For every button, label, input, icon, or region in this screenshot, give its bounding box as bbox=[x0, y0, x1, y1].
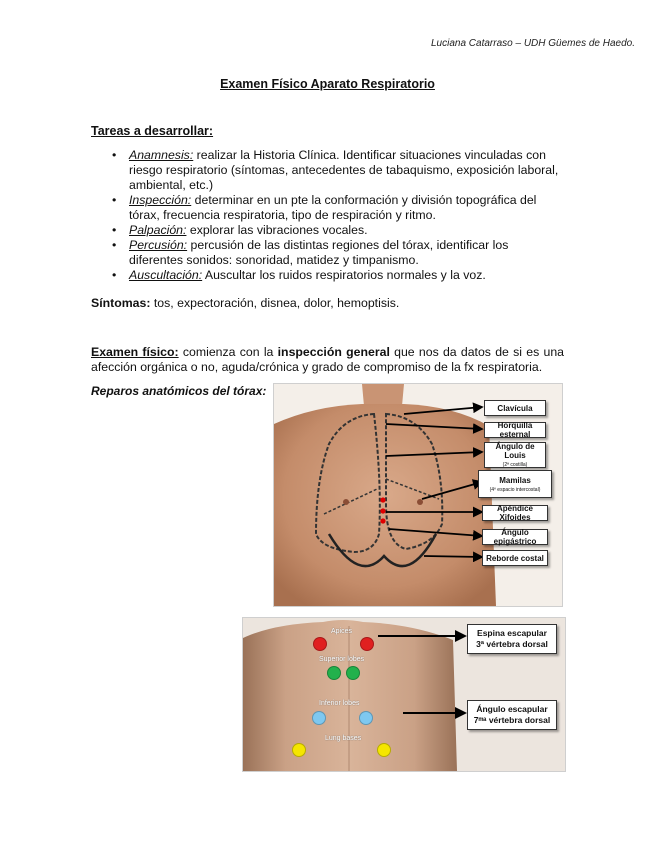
symptoms-line bbox=[91, 296, 571, 311]
task-text: Auscultar los ruidos respiratorios normales y la voz. bbox=[204, 268, 486, 282]
label-text: Horquilla esternal bbox=[497, 421, 533, 439]
label-horquilla-esternal bbox=[484, 422, 546, 438]
label-subtext: (2ª costilla) bbox=[502, 462, 528, 468]
apex-dot bbox=[360, 637, 374, 651]
label-apendice-xifoides bbox=[482, 505, 548, 521]
zone-label: Superior lobes bbox=[319, 656, 365, 663]
bullet-icon: • bbox=[112, 238, 117, 252]
label-espina-escapular bbox=[467, 624, 557, 654]
zone-label: Inferior lobes bbox=[319, 700, 360, 707]
task-item bbox=[112, 238, 562, 268]
bullet-icon: • bbox=[112, 223, 117, 237]
zone-label: Lung bases bbox=[325, 735, 362, 742]
symptoms-text: tos, expectoración, disnea, dolor, hemoptisis. bbox=[153, 296, 400, 310]
label-reborde-costal bbox=[482, 550, 548, 566]
label-line1: Espina escapular bbox=[477, 628, 547, 638]
front-thorax-figure bbox=[273, 383, 563, 607]
zone-label: Apices bbox=[331, 628, 353, 635]
inferior-lobe-dot bbox=[359, 711, 373, 725]
bullet-icon: • bbox=[112, 193, 117, 207]
label-angulo-escapular bbox=[467, 700, 557, 730]
label-text: Ángulo epigástrico bbox=[493, 528, 537, 546]
exam-paragraph bbox=[91, 345, 564, 375]
back-thorax-figure bbox=[242, 617, 566, 772]
label-text: Apéndice Xifoides bbox=[496, 504, 533, 522]
apex-dot bbox=[313, 637, 327, 651]
label-line1: Ángulo escapular bbox=[476, 704, 548, 714]
task-text: explorar las vibraciones vocales. bbox=[189, 223, 368, 237]
exam-bold: inspección general bbox=[277, 345, 390, 359]
label-subtext: (4º espacio intercostal) bbox=[489, 486, 541, 493]
label-text: Mamilas bbox=[499, 475, 531, 485]
bullet-icon: • bbox=[112, 268, 117, 282]
task-text: percusión de las distintas regiones del tórax, identificar los diferentes sonidos: sonoridad, matidez y timpanismo. bbox=[129, 238, 509, 267]
tasks-list bbox=[112, 148, 562, 283]
task-term: Percusión: bbox=[129, 238, 188, 252]
header-note: Luciana Catarraso – UDH Güemes de Haedo. bbox=[431, 38, 635, 49]
task-term: Palpación: bbox=[129, 223, 187, 237]
exam-text-before: comienza con la bbox=[182, 345, 274, 359]
label-text: Reborde costal bbox=[486, 553, 544, 563]
label-clavicula bbox=[484, 400, 546, 416]
label-line2: 7ᵐᵃ vértebra dorsal bbox=[473, 715, 551, 725]
label-text: Clavícula bbox=[497, 403, 533, 413]
symptoms-label: Síntomas: bbox=[91, 296, 151, 310]
exam-text-after: que nos da datos de si es una afección orgánica o no, aguda/crónica y grado de compromiso de la fx respiratoria. bbox=[91, 345, 564, 374]
task-term: Anamnesis: bbox=[129, 148, 194, 162]
task-item bbox=[112, 148, 562, 193]
label-mamilas bbox=[478, 470, 552, 498]
label-angulo-epigastrico bbox=[482, 529, 548, 545]
task-term: Auscultación: bbox=[129, 268, 203, 282]
label-line2: 3ª vértebra dorsal bbox=[476, 639, 548, 649]
superior-lobe-dot bbox=[346, 666, 360, 680]
task-item bbox=[112, 268, 562, 283]
task-text: realizar la Historia Clínica. Identificar situaciones vinculadas con riesgo respiratorio (síntomas, antecedentes de tabaquismo, exposición laboral, ambiental, etc.) bbox=[129, 148, 559, 192]
task-term: Inspección: bbox=[129, 193, 192, 207]
task-text: determinar en un pte la conformación y división topográfica del tórax, frecuencia respiratoria, tipo de respiración y ritmo. bbox=[129, 193, 537, 222]
task-item bbox=[112, 223, 562, 238]
label-angulo-de-louis bbox=[484, 442, 546, 468]
exam-label: Examen físico: bbox=[91, 345, 179, 359]
document-title: Examen Físico Aparato Respiratorio bbox=[220, 77, 435, 91]
label-text: Ángulo de Louis bbox=[495, 442, 535, 460]
bullet-icon: • bbox=[112, 148, 117, 162]
lung-base-dot bbox=[377, 743, 391, 757]
landmarks-heading: Reparos anatómicos del tórax: bbox=[91, 384, 267, 398]
tasks-heading: Tareas a desarrollar: bbox=[91, 124, 214, 138]
superior-lobe-dot bbox=[327, 666, 341, 680]
inferior-lobe-dot bbox=[312, 711, 326, 725]
lung-base-dot bbox=[292, 743, 306, 757]
task-item bbox=[112, 193, 562, 223]
